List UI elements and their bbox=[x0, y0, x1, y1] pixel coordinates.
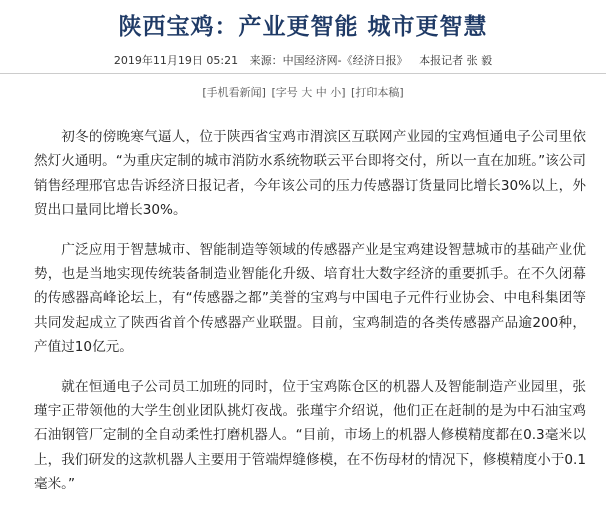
mobile-news-link[interactable]: [手机看新闻] bbox=[202, 86, 266, 99]
article-meta bbox=[0, 52, 606, 68]
article-title: 陕西宝鸡：产业更智能 城市更智慧 bbox=[118, 14, 488, 40]
paragraph: 就在恒通电子公司员工加班的同时，位于宝鸡陈仓区的机器人及智能制造产业园里，张瑾宇正带领他的大学生创业团队挑灯夜战。张瑾宇介绍说，他们正在赶制的是为中石油宝鸡石油钢管厂定制的全自动柔性打磨机器人。“目前，市场上的机器人修模精度都在0.3毫米以上，我们研发的这款机器人主要用于管端焊缝修模，在不伤母材的情况下，修模精度小于0.1毫米。” bbox=[34, 378, 586, 493]
font-size-medium-link[interactable]: 中 bbox=[315, 86, 327, 99]
font-size-label: [字号 bbox=[271, 86, 298, 99]
article-toolbar bbox=[0, 84, 606, 100]
publish-date: 2019年11月19日 05:21 bbox=[113, 54, 239, 67]
print-link[interactable]: [打印本稿] bbox=[351, 86, 404, 99]
paragraph: 初冬的傍晚寒气逼人，位于陕西省宝鸡市渭滨区互联网产业园的宝鸡恒通电子公司里依然灯火通明。“为重庆定制的城市消防水系统物联云平台即将交付，所以一直在加班。”该公司销售经理邢官忠告诉经济日报记者，今年该公司的压力传感器订货量同比增长30%以上，外贸出口量同比增长30%。 bbox=[34, 129, 586, 219]
article-body bbox=[34, 125, 586, 512]
font-size-small-link[interactable]: 小] bbox=[330, 86, 346, 99]
paragraph: 广泛应用于智慧城市、智能制造等领域的传感器产业是宝鸡建设智慧城市的基础产业优势，也是当地实现传统装备制造业智能化升级、培育壮大数字经济的重要抓手。在不久闭幕的传感器高峰论坛上，有“传感器之都”美誉的宝鸡与中国电子元件行业协会、中电科集团等共同发起成立了陕西省首个传感器产业联盟。目前，宝鸡制造的各类传感器产品逾200种，产值过10亿元。 bbox=[34, 241, 586, 356]
article-source: 来源：中国经济网-《经济日报》 bbox=[249, 54, 408, 67]
header-divider bbox=[0, 73, 606, 74]
article-author: 本报记者 张 毅 bbox=[419, 54, 493, 67]
font-size-large-link[interactable]: 大 bbox=[301, 86, 313, 99]
